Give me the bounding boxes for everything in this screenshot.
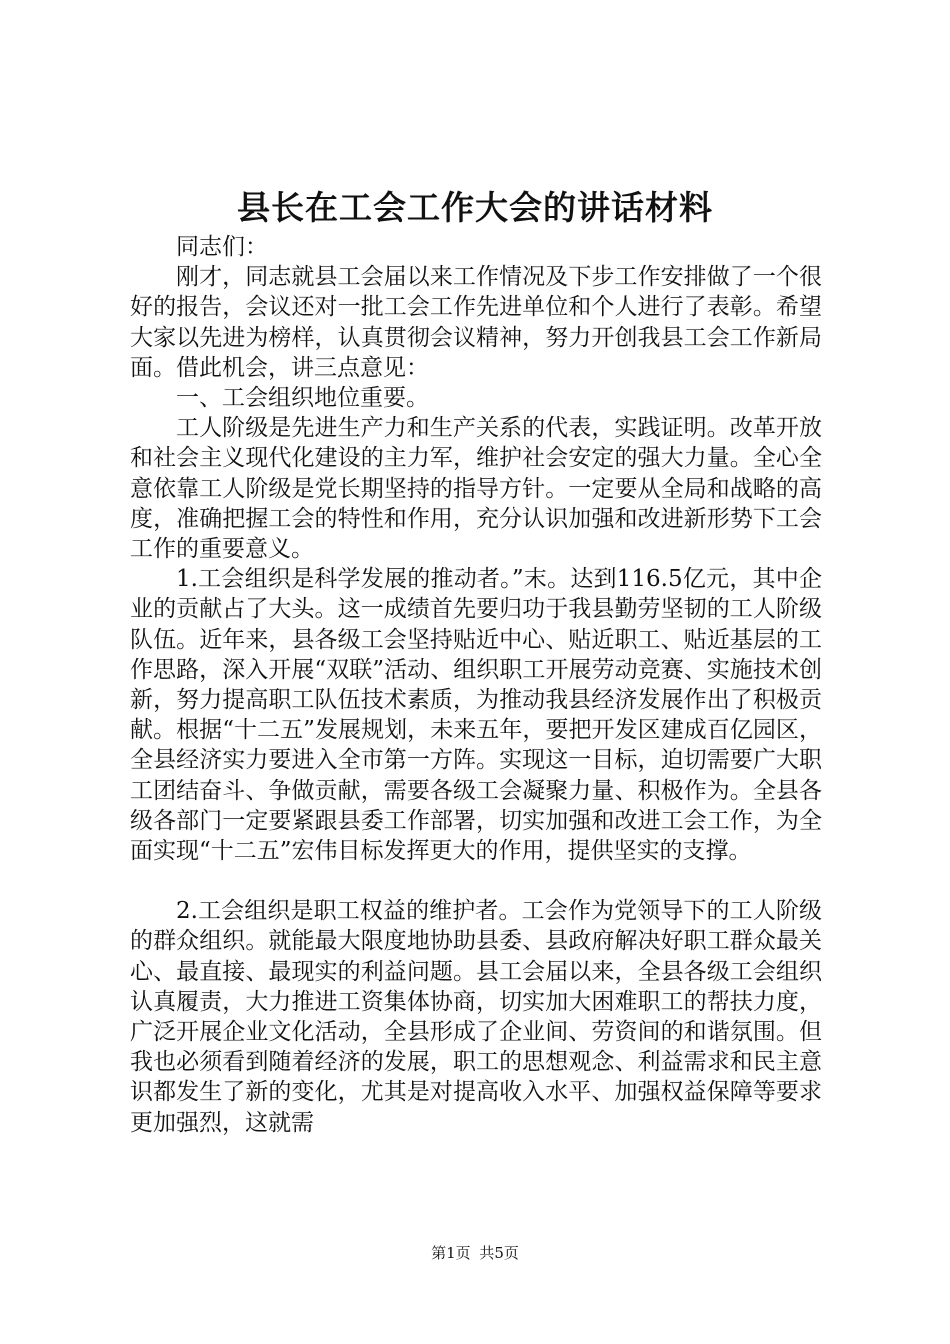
page-number: 第1页 bbox=[431, 1244, 471, 1262]
document-body bbox=[130, 232, 822, 1138]
page-footer bbox=[0, 1243, 950, 1263]
document-title: 县长在工会工作大会的讲话材料 bbox=[237, 188, 713, 227]
salutation: 同志们： bbox=[176, 234, 268, 260]
section-heading-1: 一、工会组织地位重要。 bbox=[176, 385, 429, 412]
page-total: 共5页 bbox=[479, 1244, 519, 1262]
paragraph-spacer bbox=[130, 866, 822, 896]
paragraph-point-2: 2.工会组织是职工权益的维护者。工会作为党领导下的工人阶级的群众组织。就能最大限度地协助县委、县政府解决好职工群众最关心、最直接、最现实的利益问题。县工会届以来，全县各级工会组织认真履责，大力推进工资集体协商，切实加大困难职工的帮扶力度，广泛开展企业文化活动，全县形成了企业间、劳资间的和谐氛围。但我也必须看到随着经济的发展，职工的思想观念、利益需求和民主意识都发生了新的变化，尤其是对提高收入水平、加强权益保障等要求更加强烈，这就需 bbox=[130, 898, 822, 1136]
paragraph-point-1: 1.工会组织是科学发展的推动者。”末。达到116.5亿元，其中企业的贡献占了大头。这一成绩首先要归功于我县勤劳坚韧的工人阶级队伍。近年来，县各级工会坚持贴近中心、贴近职工、贴近基层的工作思路，深入开展“双联”活动、组织职工开展劳动竞赛、实施技术创新，努力提高职工队伍技术素质，为推动我县经济发展作出了积极贡献。根据“十二五”发展规划，未来五年，要把开发区建成百亿园区，全县经济实力要进入全市第一方阵。实现这一目标，迫切需要广大职工团结奋斗、争做贡献，需要各级工会凝聚力量、积极作为。全县各级各部门一定要紧跟县委工作部署，切实加强和改进工会工作，为全面实现“十二五”宏伟目标发挥更大的作用，提供坚实的支撑。 bbox=[130, 566, 822, 865]
paragraph-intro: 刚才，同志就县工会届以来工作情况及下步工作安排做了一个很好的报告，会议还对一批工会工作先进单位和个人进行了表彰。希望大家以先进为榜样，认真贯彻会议精神，努力开创我县工会工作新局面。借此机会，讲三点意见： bbox=[130, 264, 822, 381]
paragraph-section-1: 工人阶级是先进生产力和生产关系的代表，实践证明。改革开放和社会主义现代化建设的主力军，维护社会安定的强大力量。全心全意依靠工人阶级是党长期坚持的指导方针。一定要从全局和战略的高度，准确把握工会的特性和作用，充分认识加强和改进新形势下工会工作的重要意义。 bbox=[130, 415, 822, 563]
